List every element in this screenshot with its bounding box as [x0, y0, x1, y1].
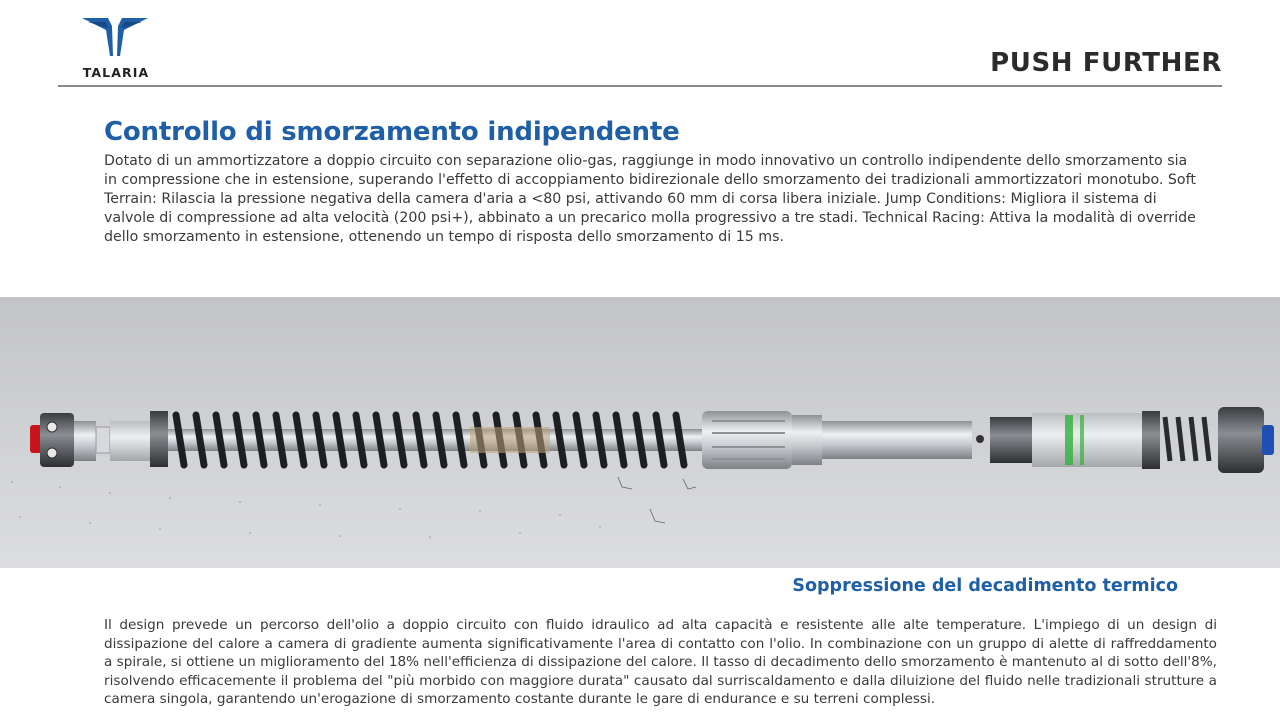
section-body-thermal: Il design prevede un percorso dell'olio a doppio circuito con fluido idraulico ad alta capacità e resistente alle alte temperature. L'impiego di un design di dissipazione del calore a camera di gradiente aumenta significativamente l'area di contatto con l'olio. In combinazione con un gruppo di alette di raffreddamento a spirale, si ottiene un miglioramento del 18% nell'efficienza di dissipazione del calore. Il tasso di decadimento dello smorzamento è mantenuto al di sotto dell'8%, risolvendo efficacemente il problema del "più morbido con maggiore durata" causato dal surriscaldamento e dalla diluizione del fluido nelle tradizionali strutture a camera singola, garantendo un'erogazione di smorzamento costante durante le gare di endurance e su terreni complessi. — [104, 617, 1217, 707]
cooling-fin-sleeve — [702, 411, 792, 469]
tagline: PUSH FURTHER — [990, 48, 1222, 78]
section-title-damping: Controllo di smorzamento indipendente — [104, 117, 680, 147]
shock-absorber-illustration — [0, 297, 1280, 568]
green-seal-ring — [1065, 415, 1073, 465]
blue-adjuster-knob — [1262, 425, 1274, 455]
brand-name: TALARIA — [82, 65, 150, 80]
section-body-damping: Dotato di un ammortizzatore a doppio circuito con separazione olio-gas, raggiunge in modo innovativo un controllo indipendente dello smorzamento sia in compressione che in estensione, superando l'effetto di accoppiamento bidirezionale dello smorzamento dei tradizionali ammortizzatori monotubo. Soft Terrain: Rilascia la pressione negativa della camera d'aria a <80 psi, attivando 60 mm di corsa libera iniziale. Jump Conditions: Migliora il sistema di valvole di compressione ad alta velocità (200 psi+), abbinato a un precarico molla progressivo a tre stadi. Technical Racing: Attiva la modalità di override dello smorzamento in estensione, ottenendo un tempo di risposta dello smorzamento di 15 ms. — [104, 153, 1196, 245]
product-image — [0, 297, 1280, 568]
header-divider — [58, 85, 1222, 87]
section-title-thermal: Soppressione del decadimento termico — [792, 576, 1178, 596]
talaria-winged-logo-icon — [82, 16, 148, 60]
brand-logo — [74, 16, 154, 78]
